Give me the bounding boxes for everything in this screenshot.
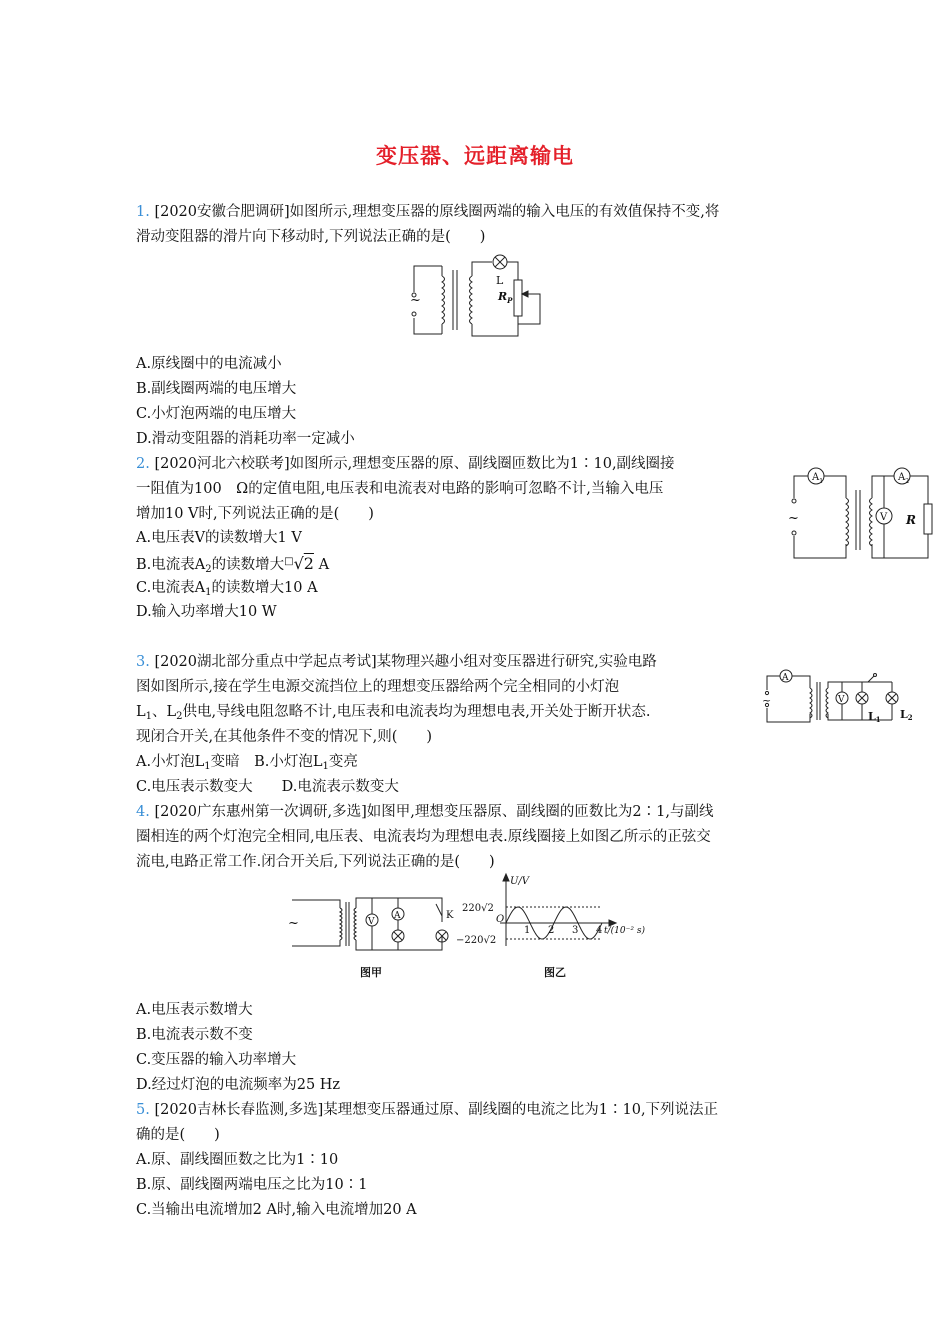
- q4-voltmeter-label: V: [368, 917, 375, 927]
- q3-line1: [136, 652, 657, 672]
- q4-figure-b-caption: 图乙: [544, 966, 566, 979]
- q2-option-a: A.电压表V的读数增大1 V: [136, 530, 302, 546]
- q4-figure-a-caption: 图甲: [360, 966, 382, 979]
- q4-ammeter-label: A: [394, 911, 401, 921]
- q4-option-c: C.变压器的输入功率增大: [136, 1052, 297, 1068]
- q4-ac-symbol: ~: [288, 916, 299, 931]
- q5-line1: [136, 1100, 718, 1120]
- q2-option-c: C.电流表$A_1$的读数增大10 A: [136, 580, 318, 598]
- q4-option-a: A.电压表示数增大: [136, 1002, 253, 1018]
- q4-figure-a: [286, 890, 456, 980]
- q3-line2: 图如图所示,接在学生电源交流挡位上的理想变压器给两个完全相同的小灯泡: [136, 679, 620, 695]
- q3-voltmeter-label: V: [838, 695, 845, 705]
- q3-line1-text: [2020湖北部分重点中学起点考试]某物理兴趣小组对变压器进行研究,实验电路: [149, 654, 657, 670]
- q1-ac-symbol: ~: [410, 293, 421, 308]
- q2-voltmeter-label: V: [880, 512, 888, 523]
- q5-line1-text: [2020吉林长春监测,多选]某理想变压器通过原、副线圈的电流之比为1∶10,下列说法正: [149, 1102, 719, 1118]
- q4-tick-3: 3: [572, 925, 579, 936]
- q5-option-c: C.当输出电流增加2 A时,输入电流增加20 A: [136, 1202, 417, 1218]
- q2-circuit-figure: [782, 464, 942, 564]
- q1-rp-label: $R_P$: [498, 290, 513, 305]
- q4-ymin-label: −220√2: [456, 935, 497, 946]
- q4-option-d: D.经过灯泡的电流频率为25 Hz: [136, 1077, 341, 1093]
- q5-number: 5.: [136, 1102, 150, 1118]
- q2-option-b: B.电流表$A_2$的读数增大□√2 A: [136, 554, 330, 575]
- q1-line1: [136, 202, 719, 222]
- q3-line4: 现闭合开关,在其他条件不变的情况下,则( ): [136, 729, 433, 745]
- q4-line1-text: [2020广东惠州第一次调研,多选]如图甲,理想变压器原、副线圈的匝数比为2∶1,与副线: [149, 804, 714, 820]
- q1-line1-text: [2020安徽合肥调研]如图所示,理想变压器的原线圈两端的输入电压的有效值保持不变,将: [149, 204, 720, 220]
- q5-option-a: A.原、副线圈匝数之比为1∶10: [136, 1152, 339, 1168]
- q4-line3: 流电,电路正常工作.闭合开关后,下列说法正确的是( ): [136, 854, 495, 870]
- q4-tick-1: 1: [524, 925, 531, 936]
- q4-x-axis-label: t/(10⁻² s): [604, 926, 645, 936]
- q3-l2-label: L2: [900, 708, 913, 722]
- q4-tick-2: 2: [548, 925, 555, 936]
- q1-lamp-label: L: [496, 274, 504, 287]
- q1-option-d: D.滑动变阻器的消耗功率一定减小: [136, 431, 355, 447]
- q1-option-c: C.小灯泡两端的电压增大: [136, 406, 297, 422]
- q4-origin-label: O: [496, 914, 505, 925]
- q4-switch-label: K: [446, 910, 454, 921]
- q1-option-a: A.原线圈中的电流减小: [136, 356, 282, 372]
- q1-line2: 滑动变阻器的滑片向下移动时,下列说法正确的是( ): [136, 229, 486, 245]
- q5-option-b: B.原、副线圈两端电压之比为10∶1: [136, 1177, 368, 1193]
- q5-line2: 确的是( ): [136, 1127, 220, 1143]
- q3-circuit-figure: [762, 668, 922, 728]
- q3-number: 3.: [136, 654, 150, 670]
- q2-resistor-label: R: [906, 513, 916, 527]
- q2-line1-text: [2020河北六校联考]如图所示,理想变压器的原、副线圈匝数比为1∶10,副线圈接: [149, 456, 675, 472]
- q2-ammeter-a2-label: $A_2$: [898, 472, 910, 485]
- q2-number: 2.: [136, 456, 150, 472]
- q1-number: 1.: [136, 204, 150, 220]
- q2-option-d: D.输入功率增大10 W: [136, 604, 277, 620]
- q1-circuit-figure: [400, 254, 550, 344]
- q3-l1-label: L1: [868, 710, 881, 724]
- q2-line2: 一阻值为100 Ω的定值电阻,电压表和电流表对电路的影响可忽略不计,当输入电压: [136, 481, 664, 497]
- q3-ac-symbol: ~: [762, 694, 772, 707]
- q2-line3: 增加10 V时,下列说法正确的是( ): [136, 506, 374, 522]
- q4-option-b: B.电流表示数不变: [136, 1027, 253, 1043]
- q4-tick-4: 4: [596, 925, 603, 936]
- q3-ammeter-label: A: [782, 673, 789, 683]
- q4-figure-b: [456, 872, 660, 979]
- q4-ymax-label: 220√2: [462, 903, 494, 914]
- q2-line1: [136, 454, 675, 474]
- q1-option-b: B.副线圈两端的电压增大: [136, 381, 297, 397]
- q3-option-ab: A.小灯泡$L_1$变暗 B.小灯泡$L_1$变亮: [136, 754, 358, 772]
- q3-line3: $L_1$、$L_2$供电,导线电阻忽略不计,电压表和电流表均为理想电表,开关处于断开状态.: [136, 704, 651, 722]
- q2-ammeter-a1-label: $A_1$: [812, 472, 824, 485]
- q3-option-cd: C.电压表示数变大 D.电流表示数变大: [136, 779, 399, 795]
- q4-y-axis-label: U/V: [510, 876, 530, 887]
- q2-ac-symbol: ~: [788, 511, 799, 526]
- q4-line1: [136, 802, 713, 822]
- q4-number: 4.: [136, 804, 150, 820]
- q4-line2: 圈相连的两个灯泡完全相同,电压表、电流表均为理想电表.原线圈接上如图乙所示的正弦交: [136, 829, 711, 845]
- page-title: 变压器、远距离输电: [376, 144, 574, 168]
